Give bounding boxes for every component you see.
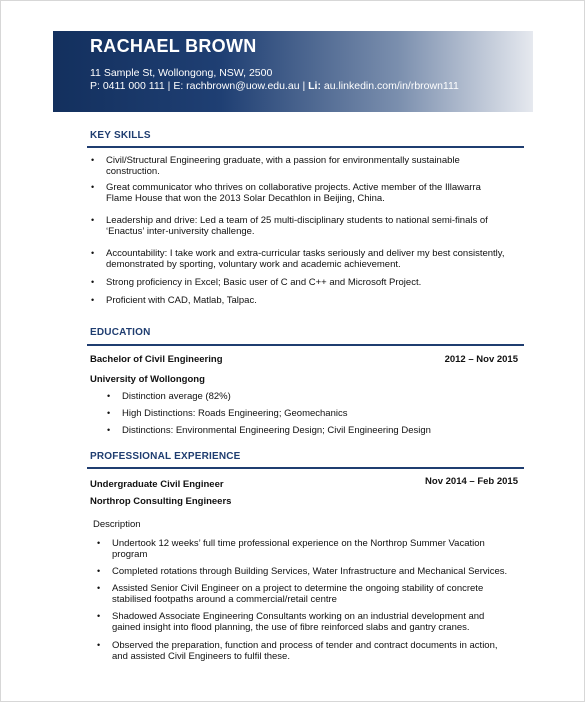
list-item xyxy=(91,277,526,288)
list-item-text: Shadowed Associate Engineering Consultants working on an industrial development and xyxy=(112,611,485,622)
list-item xyxy=(91,215,526,237)
bullet-icon: • xyxy=(91,277,95,287)
bullet-icon: • xyxy=(107,391,111,401)
bullet-icon: • xyxy=(97,640,101,650)
role-title: Undergraduate Civil Engineer xyxy=(90,479,224,490)
experience-dates: Nov 2014 – Feb 2015 xyxy=(425,476,518,487)
list-item-text: Observed the preparation, function and process of tender and contract documents in action, xyxy=(112,640,498,651)
key-skills-rule xyxy=(87,146,524,148)
list-item xyxy=(91,182,526,204)
education-rule xyxy=(87,344,524,346)
list-item-text: Great communicator who thrives on collaborative projects. Active member of the Illawarra xyxy=(106,182,481,193)
list-item-text: Flame House that won the 2013 Solar Decathlon in Beijing, China. xyxy=(106,193,385,204)
bullet-icon: • xyxy=(91,182,95,192)
education-title: EDUCATION xyxy=(90,327,151,338)
list-item xyxy=(91,155,526,177)
list-item-text: Assisted Senior Civil Engineer on a project to determine the ongoing stability of concrete xyxy=(112,583,484,594)
bullet-icon: • xyxy=(91,295,95,305)
bullet-icon: • xyxy=(97,583,101,593)
education-list xyxy=(107,391,522,436)
list-item xyxy=(97,583,522,605)
list-item xyxy=(97,640,522,662)
header-banner xyxy=(53,31,533,112)
list-item-text: Civil/Structural Engineering graduate, with a passion for environmentally sustainable xyxy=(106,155,460,166)
linkedin-label: Li: xyxy=(308,80,321,92)
list-item-text: High Distinctions: Roads Engineering; Geomechanics xyxy=(122,408,348,419)
experience-title: PROFESSIONAL EXPERIENCE xyxy=(90,451,241,462)
bullet-icon: • xyxy=(97,611,101,621)
list-item xyxy=(107,391,522,402)
list-item xyxy=(91,248,526,270)
institution-name: University of Wollongong xyxy=(90,374,205,385)
list-item xyxy=(107,425,522,436)
list-item-text: Undertook 12 weeks’ full time professional experience on the Northrop Summer Vacation xyxy=(112,538,485,549)
experience-list xyxy=(97,538,522,662)
education-dates: 2012 – Nov 2015 xyxy=(444,354,518,365)
list-item-text: Leadership and drive: Led a team of 25 multi-disciplinary students to national semi-finals of xyxy=(106,215,488,226)
list-item-text: Completed rotations through Building Services, Water Infrastructure and Mechanical Services. xyxy=(112,566,508,577)
list-item-text: construction. xyxy=(106,166,160,177)
degree-title: Bachelor of Civil Engineering xyxy=(90,354,223,365)
list-item-text: Distinction average (82%) xyxy=(122,391,231,402)
list-item xyxy=(91,295,526,306)
bullet-icon: • xyxy=(91,155,95,165)
list-item-text: and assisted Civil Engineers to fulfil these. xyxy=(112,651,290,662)
description-label: Description xyxy=(93,519,141,530)
list-item xyxy=(107,408,522,419)
company-name: Northrop Consulting Engineers xyxy=(90,496,232,507)
list-item-text: Proficient with CAD, Matlab, Talpac. xyxy=(106,295,257,306)
bullet-icon: • xyxy=(91,215,95,225)
list-item xyxy=(97,611,522,633)
list-item xyxy=(97,566,522,577)
phone: 0411 000 111 xyxy=(102,80,165,92)
bullet-icon: • xyxy=(97,538,101,548)
contact-line: P: 0411 000 111 | E: rachbrown@uow.edu.au | Li: au.linkedin.com/in/rbrown111 xyxy=(90,80,459,92)
linkedin-link[interactable]: au.linkedin.com/in/rbrown111 xyxy=(323,80,459,92)
list-item-text: ‘Enactus’ inter-university challenge. xyxy=(106,226,255,237)
list-item-text: demonstrated by sporting, voluntary work and academic achievement. xyxy=(106,259,401,270)
bullet-icon: • xyxy=(107,408,111,418)
email-label: E: xyxy=(173,80,184,92)
phone-label: P: xyxy=(90,80,100,92)
key-skills-title: KEY SKILLS xyxy=(90,130,151,141)
list-item-text: program xyxy=(112,549,148,560)
candidate-name: RACHAEL BROWN xyxy=(90,36,257,56)
key-skills-list xyxy=(91,155,526,306)
email-link[interactable]: rachbrown@uow.edu.au xyxy=(186,80,300,92)
bullet-icon: • xyxy=(91,248,95,258)
list-item xyxy=(97,538,522,560)
list-item-text: Strong proficiency in Excel; Basic user of C and C++ and Microsoft Project. xyxy=(106,277,422,288)
experience-rule xyxy=(87,467,524,469)
list-item-text: stabilised footpaths around a commercial/retail centre xyxy=(112,594,337,605)
list-item-text: Accountability: I take work and extra-curricular tasks seriously and deliver my best consistently, xyxy=(106,248,505,259)
list-item-text: gained insight into flood planning, the use of fibre reinforced slabs and gantry cranes. xyxy=(112,622,470,633)
list-item-text: Distinctions: Environmental Engineering Design; Civil Engineering Design xyxy=(122,425,431,436)
bullet-icon: • xyxy=(97,566,101,576)
address: 11 Sample St, Wollongong, NSW, 2500 xyxy=(90,67,273,79)
bullet-icon: • xyxy=(107,425,111,435)
